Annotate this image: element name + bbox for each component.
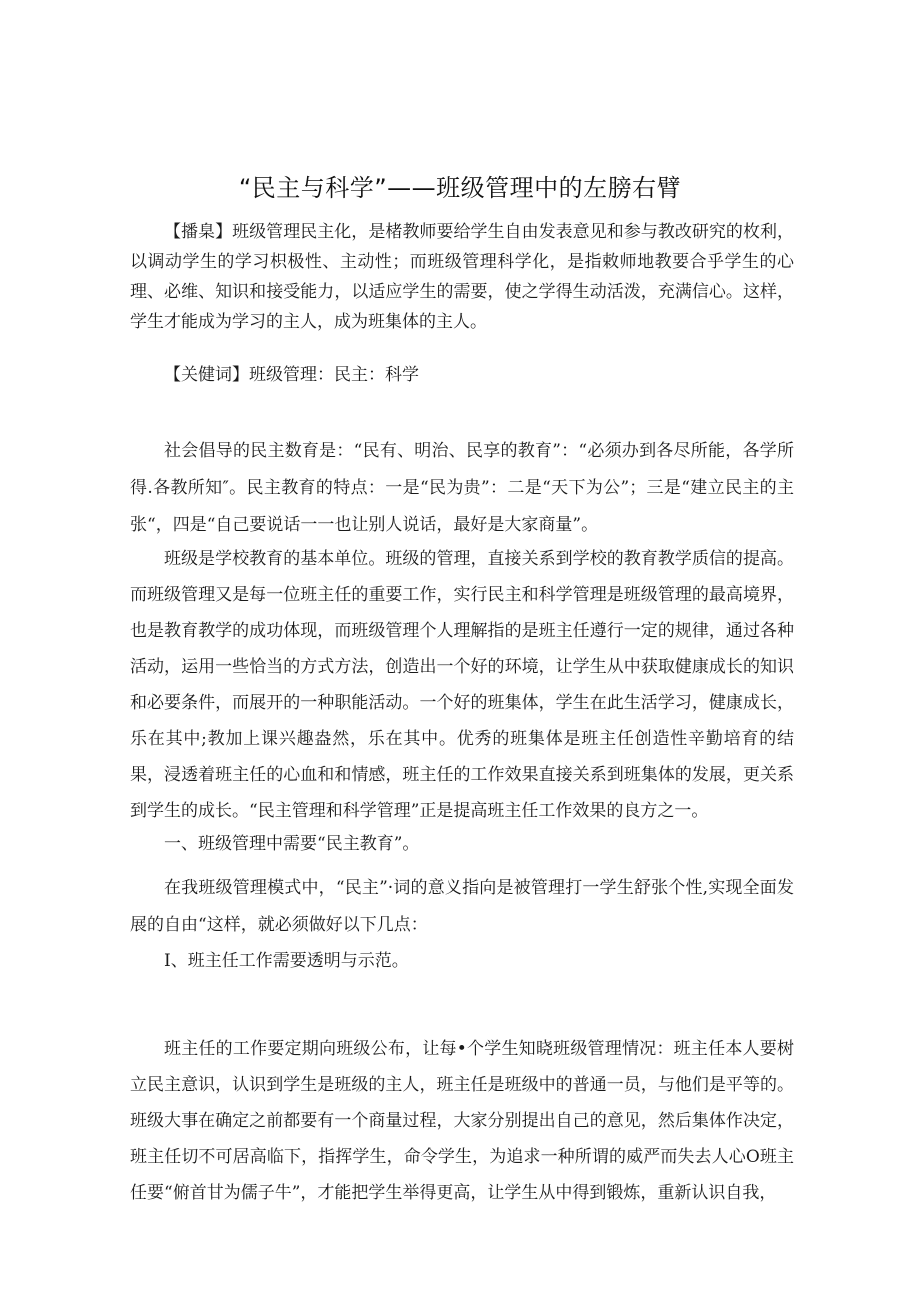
body-paragraph: 班主任的工作要定期向班级公布，让每•个学生知晓班级管理情况：班主任本人要树立民主意识，认识到学生是班级的主人，班主任是班级中的普通一员，与他们是平等的。班级大事在确定之前都要有一个商量过程，大家分别提出自己的意见，然后集体作决定，班主任切不可居高临下，指挥学生，命令学生，为追求一种所谓的威严而失去人心O班主任要“俯首甘为儒子牛”，才能把学生举得更高，让学生从中得到锻炼，重新认识自我， [130, 1039, 794, 1203]
body-paragraph: 班级是学校教育的基本单位。班级的管理，直接关系到学校的教育教学质信的提高。而班级管理又是每一位班主任的重要工作，实行民主和科学管理是班级管理的最高境界，也是教育教学的成功体现，而班级管理个人理解指的是班主任遵行一定的规律，通过各种活动，运用一些恰当的方式方法，创造出一个好的环境，让学生从中获取健康成长的知识和必要条件，而展开的一种职能活动。一个好的班集体，学生在此生活学习，健康成长，乐在其中;教加上课兴趣盎然，乐在其中。优秀的班集体是班主任创造性辛勤培育的结果，浸透着班主任的心血和和情感，班主任的工作效果直接关系到班集体的发展，更关系到学生的成长。“民主管理和科学管理”正是提高班主任工作效果的良方之一。 [130, 549, 794, 821]
document-title: “民主与科学”——班级管理中的左膀右臂 [238, 174, 682, 202]
abstract-paragraph: 【播臬】班级管理民主化，是楮教师要给学生自由发表意见和参与教改研究的枚利，以调动学生的学习枳极性、主动性；而班级管理科学化，是指敕师地教要合乎学生的心理、必维、知识和接受能力，以适应学生的需要，使之学得生动活泼，充满信心。这样，学生才能成为学习的主人，成为班集体的主人。 [130, 222, 794, 332]
body-paragraph: 在我班级管理模式中，“民主”·词的意义指向是被管理打一学生舒张个性,实现全面发展的自由“这样，就必须做好以下几点： [130, 878, 794, 935]
subsection-heading: I、班主任工作需要透明与示范。 [164, 951, 409, 971]
body-paragraph: 社会倡导的民主数育是：“民有、明治、民享的教育”：“必须办到各尽所能，各学所得.各教所知″。民主教育的特点：一是“民为贵”：二是“天下为公”；三是“建立民主的主张“，四是“自己要说话一一也让别人说话，最好是大家商量”。 [130, 441, 794, 535]
section-heading: 一、班级管理中需要“民主教育”。 [164, 834, 420, 854]
keywords-line: 【关健词】班级管理：民主：科学 [164, 365, 419, 385]
